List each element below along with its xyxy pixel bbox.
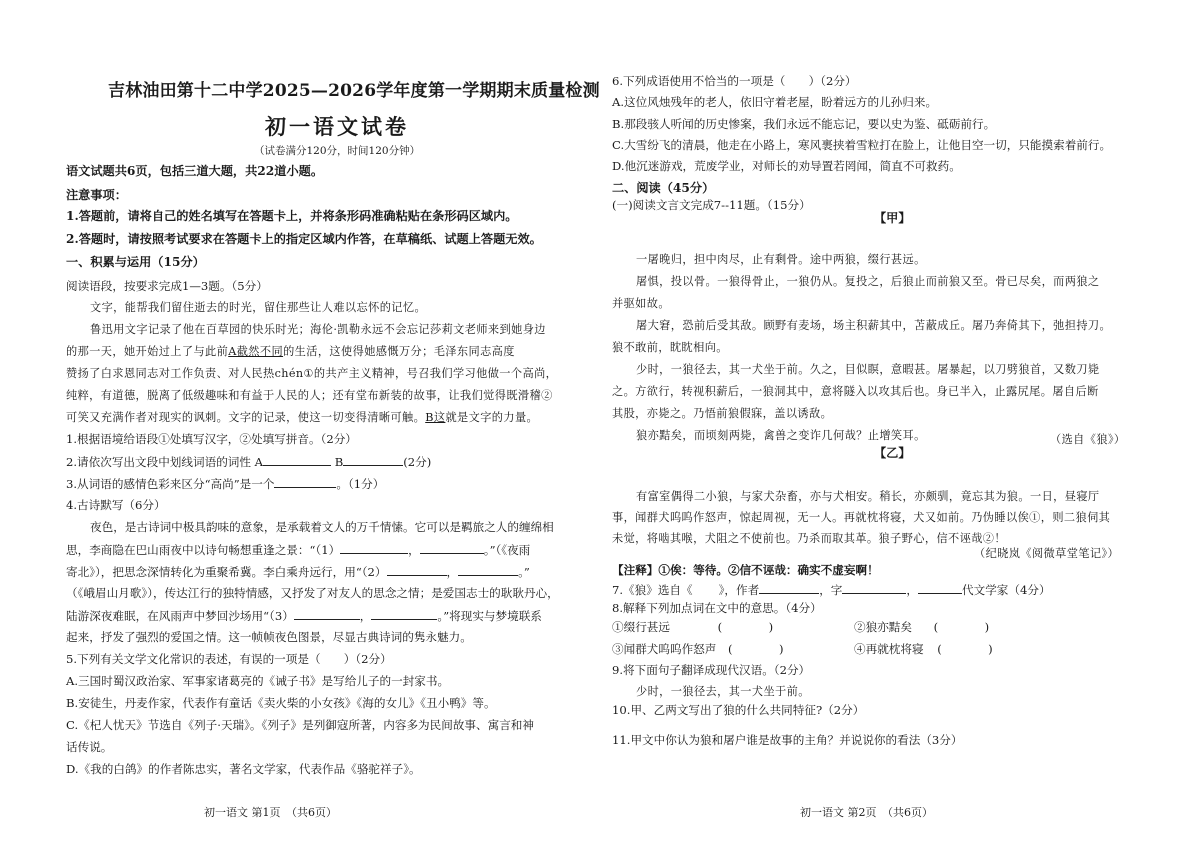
question-text: (2分) [403, 455, 432, 469]
q8-item-2 [854, 619, 989, 635]
question-5: 5.下列有关文学文化常识的表述，有误的一项是（ ）（2分） [66, 652, 392, 666]
underlined-word-a: A截然不同 [228, 345, 284, 358]
q6-option-d: D.他沉迷游戏，荒废学业，对师长的劝导置若罔闻，简直不可救药。 [612, 159, 961, 173]
answer-blank[interactable] [340, 541, 408, 554]
question-text: ， [446, 565, 459, 579]
underlined-word-b: B这 [425, 411, 446, 424]
q4-text-line [66, 607, 542, 624]
question-text: 。”（《夜雨 [483, 543, 531, 557]
q8-phrase: ①缀行甚远 [612, 620, 670, 634]
jia-text-line: 狼不敢前，眈眈相向。 [612, 341, 728, 354]
q8-item-3 [612, 641, 783, 657]
exam-page-2 [612, 0, 1167, 847]
q8-item-1 [612, 619, 773, 635]
paper-overview: 语文试题共6页，包括三道大题，共22道小题。 [66, 164, 324, 178]
q4-text-line [66, 563, 530, 580]
question-4: 4.古诗默写（6分） [66, 498, 166, 512]
question-text: 。” [518, 565, 530, 579]
question-11: 11.甲文中你认为狼和屠户谁是故事的主角？并说说你的看法（3分） [612, 733, 963, 747]
answer-blank[interactable] [294, 607, 360, 620]
passage-yi-label: 【乙】 [874, 446, 911, 460]
school-exam-title: 吉林油田第十二中学2025—2026学年度第一学期期末质量检测 [108, 81, 600, 101]
question-text: 思，李商隐在巴山雨夜中以诗句畅想重逢之景：“（1） [66, 543, 341, 557]
exam-page-1 [66, 0, 600, 847]
annotation-note: 【注释】①俟：等待。②信不诬哉：确实不虚妄啊！ [612, 563, 879, 577]
q5-option-b: B.安徒生，丹麦作家，代表作有童话《卖火柴的小女孩》《海的女儿》《丑小鸭》等。 [66, 696, 496, 710]
question-text: 代文学家（4分） [962, 583, 1051, 597]
answer-blank[interactable] [842, 581, 906, 594]
q5-option-c: C.《杞人忧天》节选自《列子·天瑞》。《列子》是列御寇所著，内容多为民间故事、寓言和神 [66, 718, 534, 732]
yi-source: （纪晓岚《阅微草堂笔记》） [974, 547, 1120, 560]
jia-text-line: 并驱如故。 [612, 297, 670, 310]
q6-option-b: B.那段骇人听闻的历史惨案，我们永远不能忘记，要以史为鉴、砥砺前行。 [612, 117, 996, 131]
jia-source: （选自《狼》） [1050, 433, 1126, 446]
passage-line: 文字，能帮我们留住逝去的时光，留住那些让人难以忘怀的记忆。 [90, 301, 427, 314]
q5-option-d: D.《我的白鸽》的作者陈忠实，著名文学家，代表作品《骆驼祥子》。 [66, 762, 421, 776]
question-9: 9.将下面句子翻译成现代汉语。（2分） [612, 663, 811, 677]
q8-phrase: ③闻群犬呜呜作怒声 [612, 642, 717, 656]
answer-blank[interactable] [387, 563, 447, 576]
answer-paren[interactable]: ( ) [717, 620, 774, 634]
q4-text-line: 夜色，是古诗词中极具韵味的意象，是承载着文人的万千情愫。它可以是羁旅之人的缠绵相 [90, 520, 554, 534]
q4-text-line: 起来，抒发了强烈的爱国之情。这一帧帧夜色图景，尽显古典诗词的隽永魅力。 [66, 630, 472, 644]
question-6: 6.下列成语使用不恰当的一项是（ ）（2分） [612, 74, 857, 88]
question-text: ，字 [819, 583, 843, 597]
answer-paren[interactable]: ( ) [937, 642, 993, 656]
passage-line [66, 409, 538, 425]
question-1: 1.根据语境给语段①处填写汉字，②处填写拼音。（2分） [66, 432, 357, 446]
question-text: ， [408, 543, 420, 557]
yi-text-line: 有富室偶得二小狼，与家犬杂畜，亦与犬相安。稍长，亦颇驯，竟忘其为狼。一日，昼寝厅 [636, 490, 1100, 503]
passage-line [66, 343, 515, 359]
score-time-note: （试卷满分120分，时间120分钟） [254, 145, 421, 157]
answer-blank[interactable] [371, 607, 437, 620]
passage-jia-label: 【甲】 [874, 211, 911, 225]
q8-phrase: ④再就枕将寝 [854, 642, 924, 656]
reading-instruction: 阅读语段，按要求完成1—3题。（5分） [66, 279, 268, 293]
q8-item-4 [854, 641, 993, 657]
answer-paren[interactable]: ( ) [728, 642, 784, 656]
answer-blank[interactable] [458, 563, 518, 576]
answer-blank[interactable] [918, 581, 962, 594]
question-text: ， [906, 583, 919, 597]
passage-line: 纯粹，有道德，脱离了低级趣味和有益于人民的人；还有堂布新装的故事，让我们觉得既滑稽② [66, 389, 553, 402]
question-10: 10.甲、乙两文写出了狼的什么共同特征?（2分） [612, 703, 865, 717]
question-text: 寄北》），把思念深情转化为重聚希冀。李白乘舟远行，用“（2） [66, 565, 387, 579]
q6-option-c: C.大雪纷飞的清晨，他走在小路上，寒风裹挟着雪粒打在脸上，让他目空一切，只能摸索着前行。 [612, 138, 1112, 152]
answer-blank[interactable] [274, 475, 336, 488]
passage-text: 的那一天，她开始过上了与此前 [66, 345, 229, 358]
jia-text-line: 一屠晚归，担中肉尽，止有剩骨。途中两狼，缀行甚远。 [636, 253, 926, 266]
yi-text-line: 事，闻群犬呜呜作怒声，惊起周视，无一人。再就枕将寝，犬又如前。乃伪睡以俟①，则二狼伺其 [612, 511, 1111, 524]
paper-title: 初一语文试卷 [265, 114, 409, 139]
jia-text-line: 狼亦黠矣，而顷刻两毙，禽兽之变诈几何哉？止增笑耳。 [636, 429, 926, 442]
question-text: 陆游深夜难眠，在风雨声中梦回沙场用“（3） [66, 609, 294, 623]
notice-heading: 注意事项： [66, 188, 127, 202]
answer-blank[interactable] [263, 453, 331, 466]
question-2 [66, 453, 431, 470]
question-text: 》，作者 [718, 583, 760, 597]
question-text: 2.请依次写出文段中划线词语的词性 A [66, 455, 264, 469]
answer-blank[interactable] [759, 581, 819, 594]
question-text: ， [359, 609, 372, 623]
answer-paren[interactable]: ( ) [933, 620, 990, 634]
q6-option-a: A.这位风烛残年的老人，依旧守着老屋，盼着远方的儿孙归来。 [612, 95, 938, 109]
section-1-heading: 一、积累与运用（15分） [66, 255, 205, 269]
passage-text: 就是文字的力量。 [445, 411, 539, 424]
page-footer: 初一语文 第1页 （共6页） [204, 806, 337, 819]
question-text: 7.《狼》选自《 [612, 583, 693, 597]
q4-text-line [66, 541, 530, 558]
subsection-1-heading: (一)阅读文言文完成7--11题。（15分） [612, 198, 811, 212]
question-3 [66, 475, 384, 492]
jia-text-line: 少时，一狼径去，其一犬坐于前。久之，目似瞑，意暇甚。屠暴起，以刀劈狼首，又数刀毙 [636, 363, 1100, 376]
jia-text-line: 屠大窘，恐前后受其敌。顾野有麦场，场主积薪其中，苫蔽成丘。屠乃奔倚其下，弛担持刀。 [636, 319, 1112, 332]
q5-option-a: A.三国时蜀汉政治家、军事家诸葛亮的《诫子书》是写给儿子的一封家书。 [66, 674, 450, 688]
passage-text: 的生活，这使得她感慨万分；毛泽东同志高度 [283, 345, 515, 358]
jia-text-line: 其股，亦毙之。乃悟前狼假寐，盖以诱敌。 [612, 407, 833, 420]
notice-item-2: 2.答题时，请按照考试要求在答题卡上的指定区域内作答，在草稿纸、试题上答题无效。 [66, 232, 542, 246]
question-text: 。（1分） [336, 477, 385, 491]
question-text: 3.从词语的感情色彩来区分“高尚”是一个 [66, 477, 275, 491]
q8-phrase: ②狼亦黠矣 [854, 620, 912, 634]
jia-text-line: 屠惧，投以骨。一狼得骨止，一狼仍从。复投之，后狼止而前狼又至。骨已尽矣，而两狼之 [636, 275, 1100, 288]
jia-text-line: 之。方欲行，转视积薪后，一狼洞其中，意将隧入以攻其后也。身已半入，止露尻尾。屠自后断 [612, 385, 1099, 398]
q4-text-line: （《峨眉山月歌》），传达江行的独特情感，又抒发了对友人的思念之情；是爱国志士的耿耿丹心， [66, 586, 559, 600]
question-7 [612, 581, 1051, 598]
q5-option-c-cont: 话传说。 [66, 740, 113, 754]
yi-text-line: 未觉，将啮其喉，犬阻之不使前也。乃杀而取其革。狼子野心，信不诬哉②！ [612, 532, 1006, 545]
question-text: 。”将现实与梦境联系 [437, 609, 542, 623]
passage-line: 赞扬了白求恩同志对工作负责、对人民热chén①的共产主义精神，号召我们学习他做一个高尚， [66, 367, 558, 380]
question-8: 8.解释下列加点词在文中的意思。（4分） [612, 601, 822, 615]
page-footer: 初一语文 第2页 （共6页） [800, 806, 933, 819]
question-text: B [334, 455, 344, 469]
q9-sentence: 少时，一狼径去，其一犬坐于前。 [636, 685, 810, 698]
answer-blank[interactable] [420, 541, 484, 554]
notice-item-1: 1.答题前，请将自己的姓名填写在答题卡上，并将条形码准确粘贴在条形码区域内。 [66, 209, 518, 223]
answer-blank[interactable] [343, 453, 403, 466]
section-2-heading: 二、阅读（45分） [612, 181, 715, 195]
passage-text: 可笑又充满作者对现实的讽刺。文字的记录，使这一切变得清晰可触。 [66, 411, 426, 424]
passage-line: 鲁迅用文字记录了他在百草园的快乐时光；海伦·凯勒永远不会忘记莎莉文老师来到她身边 [90, 323, 546, 336]
